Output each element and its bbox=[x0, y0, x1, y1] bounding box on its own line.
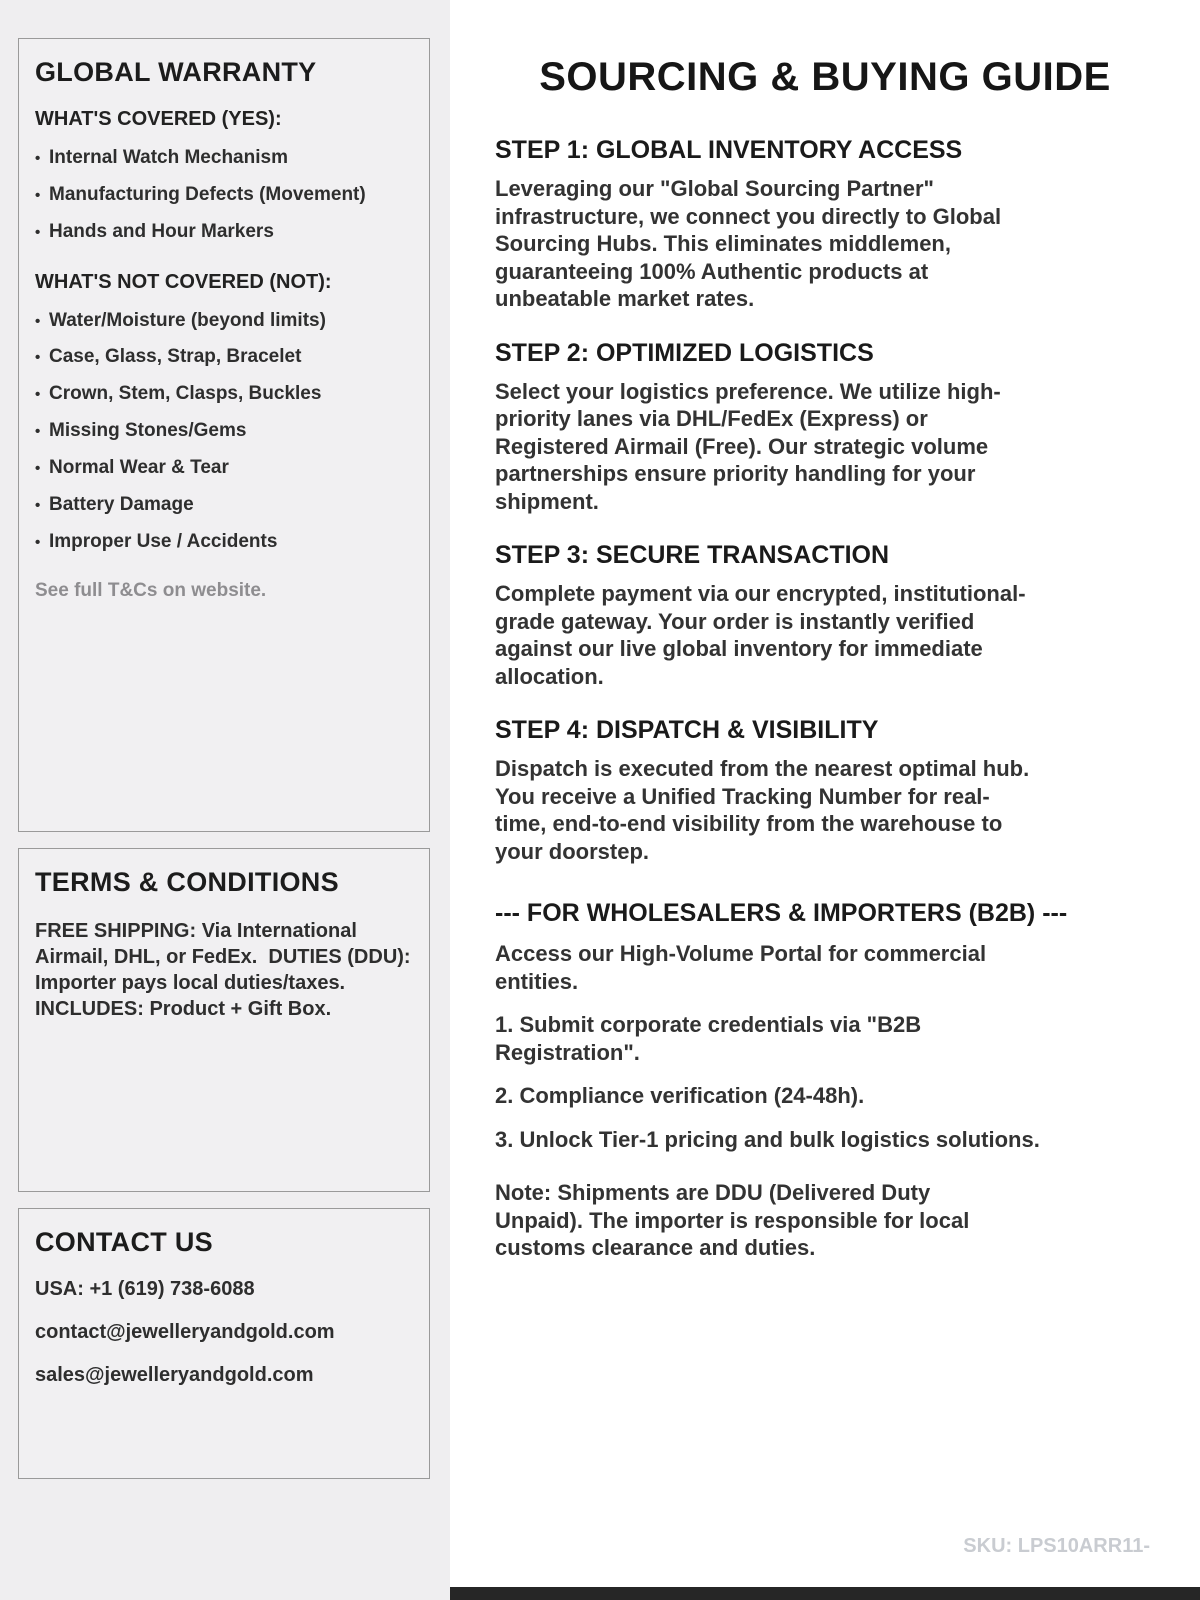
list-item: • Improper Use / Accidents bbox=[35, 531, 413, 553]
step-3-section bbox=[495, 541, 1155, 690]
b2b-step-3: 3. Unlock Tier-1 pricing and bulk logistics solutions. bbox=[495, 1126, 1040, 1152]
warranty-covered-title: WHAT'S COVERED (YES): bbox=[35, 108, 282, 130]
b2b-step-1: 1. Submit corporate credentials via "B2B Registration". bbox=[495, 1012, 922, 1065]
step-1-body: Leveraging our "Global Sourcing Partner" infrastructure, we connect you directly to Global Sourcing Hubs. This eliminates middlemen, guaranteeing 100% Authentic products at unbeatable market rates. bbox=[495, 176, 1002, 311]
list-item: • Missing Stones/Gems bbox=[35, 420, 413, 442]
warranty-footnote: See full T&Cs on website. bbox=[35, 580, 267, 602]
contact-box bbox=[18, 1208, 430, 1479]
list-item: • Internal Watch Mechanism bbox=[35, 147, 413, 169]
sidebar bbox=[0, 0, 450, 1600]
list-item: • Crown, Stem, Clasps, Buckles bbox=[35, 383, 413, 405]
step-3-body: Complete payment via our encrypted, institutional-grade gateway. Your order is instantly verified against our live global inventory for immediate allocation. bbox=[495, 581, 1026, 689]
step-1-section bbox=[495, 136, 1155, 313]
contact-phone: USA: +1 (619) 738-6088 bbox=[35, 1278, 255, 1300]
warranty-box bbox=[18, 38, 430, 832]
list-item: • Battery Damage bbox=[35, 494, 413, 516]
warranty-not-covered-list bbox=[35, 310, 413, 553]
contact-email-sales: sales@jewelleryandgold.com bbox=[35, 1364, 314, 1386]
b2b-step-2: 2. Compliance verification (24-48h). bbox=[495, 1083, 865, 1108]
list-item: • Manufacturing Defects (Movement) bbox=[35, 184, 413, 206]
page-title: SOURCING & BUYING GUIDE bbox=[539, 55, 1111, 99]
list-item: • Hands and Hour Markers bbox=[35, 221, 413, 243]
terms-box bbox=[18, 848, 430, 1192]
b2b-intro: Access our High-Volume Portal for commercial entities. bbox=[495, 941, 987, 994]
list-item: • Normal Wear & Tear bbox=[35, 457, 413, 479]
step-2-section bbox=[495, 339, 1155, 516]
warranty-covered-list bbox=[35, 147, 413, 243]
step-4-section bbox=[495, 716, 1155, 865]
step-4-heading: STEP 4: DISPATCH & VISIBILITY bbox=[495, 716, 879, 744]
b2b-heading: --- FOR WHOLESALERS & IMPORTERS (B2B) --- bbox=[495, 899, 1068, 927]
list-item: • Water/Moisture (beyond limits) bbox=[35, 310, 413, 332]
step-2-body: Select your logistics preference. We utilize high-priority lanes via DHL/FedEx (Express) or Registered Airmail (Free). Our strategic volume partnerships ensure priority handling for your shipment. bbox=[495, 378, 1001, 514]
step-2-heading: STEP 2: OPTIMIZED LOGISTICS bbox=[495, 338, 874, 367]
main-content bbox=[450, 0, 1200, 1600]
warranty-not-covered-title: WHAT'S NOT COVERED (NOT): bbox=[35, 270, 332, 293]
footer-bar bbox=[450, 1587, 1200, 1600]
step-1-heading: STEP 1: GLOBAL INVENTORY ACCESS bbox=[495, 136, 963, 164]
contact-title: CONTACT US bbox=[35, 1227, 213, 1257]
terms-title: TERMS & CONDITIONS bbox=[35, 867, 339, 897]
b2b-note: Note: Shipments are DDU (Delivered Duty Unpaid). The importer is responsible for local customs clearance and duties. bbox=[495, 1180, 970, 1260]
b2b-section bbox=[495, 899, 1155, 1262]
list-item: • Case, Glass, Strap, Bracelet bbox=[35, 346, 413, 368]
sku-label: SKU: LPS10ARR11- bbox=[963, 1535, 1150, 1557]
terms-body: FREE SHIPPING: Via International Airmail, DHL, or FedEx. DUTIES (DDU): Importer pays local duties/taxes. INCLUDES: Product + Gift Box. bbox=[35, 920, 417, 1020]
step-4-body: Dispatch is executed from the nearest optimal hub. You receive a Unified Tracking Number for real-time, end-to-end visibility from the warehouse to your doorstep. bbox=[495, 756, 1030, 864]
warranty-title: GLOBAL WARRANTY bbox=[35, 57, 317, 87]
contact-email-primary: contact@jewelleryandgold.com bbox=[35, 1321, 335, 1343]
step-3-heading: STEP 3: SECURE TRANSACTION bbox=[495, 541, 890, 569]
